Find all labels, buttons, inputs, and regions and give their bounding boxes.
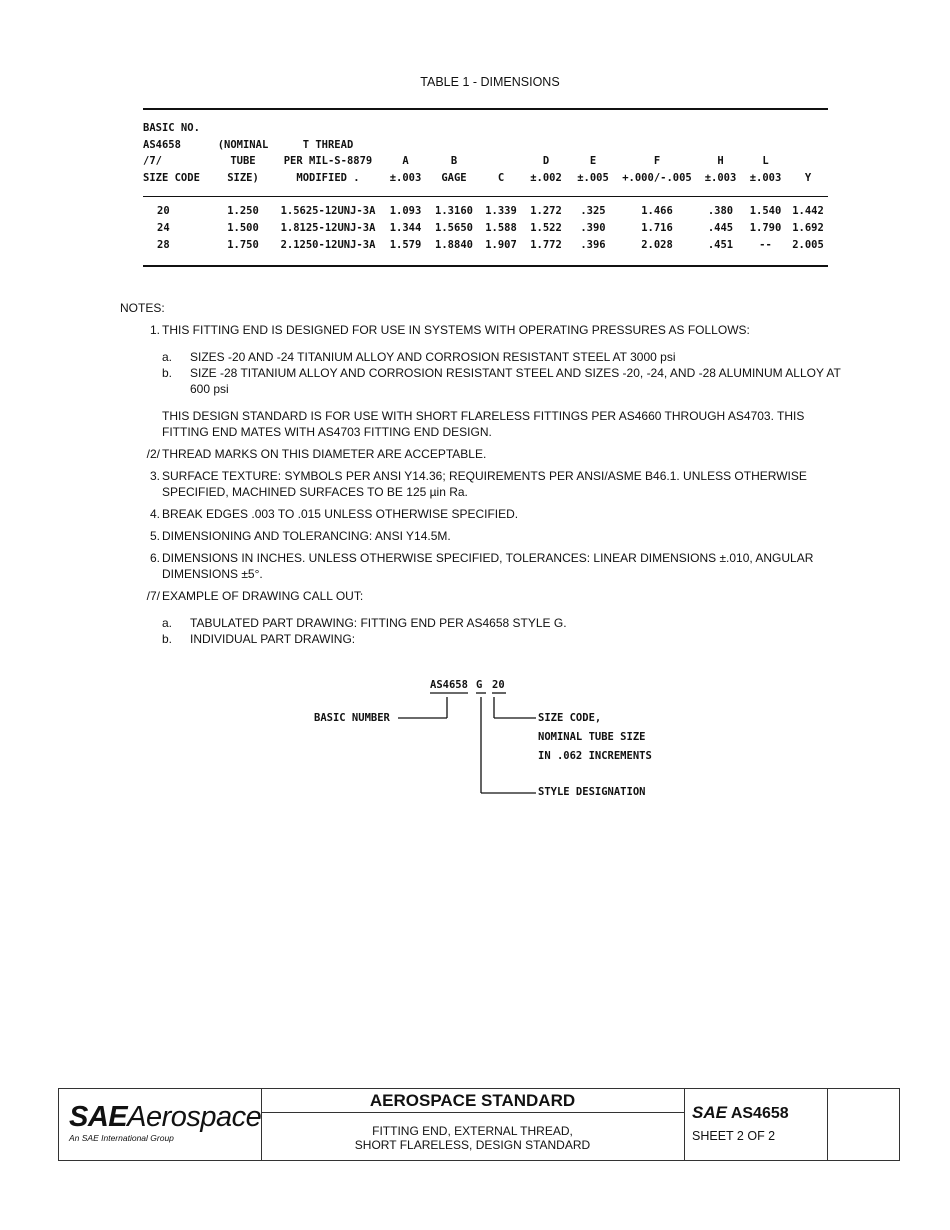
standard-heading: AEROSPACE STANDARD [261,1089,684,1113]
sub-label: b. [162,632,173,646]
header-line: A [402,155,409,167]
header-line: ±.005 [577,171,609,184]
table-header-cell [143,110,213,197]
table-cell: 2.005 [792,239,824,251]
table-cell: 1.339 [485,205,517,217]
table-header-cell [383,110,428,197]
doc-number-cell [684,1089,828,1160]
header-line: H [717,155,724,167]
table-header-cell [698,110,743,197]
table-row [143,237,828,265]
note-3 [120,468,845,500]
note-1b [162,365,845,397]
sub-text: TABULATED PART DRAWING: FITTING END PER AS4658 STYLE G. [190,616,567,630]
logo-cell [59,1089,262,1160]
header-line: TUBE [230,155,256,167]
note-text: THREAD MARKS ON THIS DIAMETER ARE ACCEPTABLE. [162,447,487,461]
sub-label: a. [162,616,173,630]
title-cell [261,1089,685,1160]
table-cell: 1.588 [485,222,517,234]
table-cell: 1.8840 [435,239,473,251]
table-cell: -- [759,239,772,251]
header-line: BASIC NO. [143,122,200,134]
note-1a [162,349,845,365]
note-1-paragraph: THIS DESIGN STANDARD IS FOR USE WITH SHORT FLARELESS FITTINGS PER AS4660 THROUGH AS4703. THIS FITTING END MATES WITH AS4703 FITTING END DESIGN. [162,409,805,439]
note-2 [120,446,845,462]
table-header-cell [616,110,698,197]
note-text: THIS FITTING END IS DESIGNED FOR USE IN SYSTEMS WITH OPERATING PRESSURES AS FOLLOWS: [162,323,750,337]
note-text: DIMENSIONS IN INCHES. UNLESS OTHERWISE SPECIFIED, TOLERANCES: LINEAR DIMENSIONS ±.010, ANGULAR DIMENSIONS ±5°. [162,551,814,581]
note-4 [120,506,845,522]
table-cell: 1.692 [792,222,824,234]
table-cell: 1.500 [227,222,259,234]
table-cell: .380 [707,205,734,217]
note-number: /2/ [146,447,160,461]
dimensions-table [143,108,828,267]
table-header-cell [743,110,788,197]
note-6 [120,550,845,582]
table-cell: 1.093 [389,205,422,217]
note-1 [120,322,845,338]
header-line: SIZE CODE [143,171,200,184]
note-text: BREAK EDGES .003 TO .015 UNLESS OTHERWISE SPECIFIED. [162,507,519,521]
note-number: 3. [149,469,160,483]
header-line: F [653,155,661,167]
header-line: C [497,171,505,184]
header-line: (NOMINAL [217,138,269,151]
doc-number: SAE AS4658 [692,1103,789,1122]
table-header-cell [428,110,480,197]
table-cell: 1.344 [389,222,422,234]
notes-section [120,300,845,647]
callout-style-code: G [476,679,483,691]
sheet-number: SHEET 2 OF 2 [692,1129,776,1143]
table-cell: 2.1250-12UNJ-3A [280,239,376,251]
table-cell: 1.907 [485,239,517,251]
sae-aerospace-logo: SAEAerospace [69,1101,262,1133]
header-line: +.000/-.005 [622,171,692,184]
blank-cell [827,1089,898,1160]
sae-logo-small: SAE [692,1103,727,1122]
sub-label: a. [162,350,173,364]
note-number: 1. [149,323,160,337]
callout-size-line1: SIZE CODE, [538,712,602,724]
table-cell: 1.579 [389,239,422,251]
table-cell: 20 [157,205,170,217]
table-cell: 1.772 [530,239,562,251]
table-cell: .445 [707,222,734,234]
note-7a [162,615,845,631]
table-cell: .396 [580,239,606,251]
header-line: ±.002 [530,171,562,184]
standard-subtitle: FITTING END, EXTERNAL THREAD, SHORT FLARELESS, DESIGN STANDARD [354,1124,591,1152]
callout-size-code: 20 [492,679,505,691]
logo-tagline: An SAE International Group [69,1133,174,1143]
table-header-row [143,110,828,197]
table-body [143,197,828,266]
note-number: 4. [149,507,160,521]
sub-text: SIZE -28 TITANIUM ALLOY AND CORROSION RESISTANT STEEL AND SIZES -20, -24, AND -28 ALUMINUM ALLOY AT 600 psi [190,366,841,396]
header-line: ±.003 [704,171,737,184]
sub-text: SIZES -20 AND -24 TITANIUM ALLOY AND CORROSION RESISTANT STEEL AT 3000 psi [190,350,676,364]
table-header-cell [273,110,383,197]
note-7 [120,588,845,604]
table-cell: 1.250 [227,205,259,217]
header-line: ±.003 [749,171,782,184]
callout-diagram [310,675,690,810]
note-text: SURFACE TEXTURE: SYMBOLS PER ANSI Y14.36; REQUIREMENTS PER ANSI/ASME B46.1. UNLESS OTHERWISE SPECIFIED, MACHINED SURFACES TO BE 125 µin Ra. [162,469,807,499]
table-cell: 1.5625-12UNJ-3A [280,205,376,217]
table-header-cell [570,110,616,197]
table-cell: 1.522 [530,222,562,234]
header-line: SIZE) [227,171,259,184]
header-line: /7/ [143,155,162,167]
table-cell: 1.750 [227,239,259,251]
title-block [58,1088,900,1161]
note-text: EXAMPLE OF DRAWING CALL OUT: [162,589,364,603]
note-text: DIMENSIONING AND TOLERANCING: ANSI Y14.5M. [162,529,451,543]
table-cell: .451 [707,239,734,251]
table-cell: .325 [580,205,606,217]
table-cell: 1.8125-12UNJ-3A [280,222,376,234]
callout-style-label: STYLE DESIGNATION [538,786,646,798]
header-line: B [450,155,458,167]
header-line: T THREAD [302,138,354,151]
table-header-cell [213,110,273,197]
table-cell: 24 [157,222,170,234]
table-cell: 1.442 [792,205,824,217]
table-row [143,220,828,237]
table-cell: .390 [580,222,606,234]
header-line: AS4658 [143,138,181,151]
table-header-cell [522,110,570,197]
header-line: ±.003 [389,171,422,184]
table-cell: 1.540 [749,205,782,217]
note-5 [120,528,845,544]
callout-size-line3: IN .062 INCREMENTS [538,750,652,762]
callout-basic-label: BASIC NUMBER [314,712,390,724]
note-number: /7/ [146,589,160,603]
header-line: PER MIL-S-8879 [283,155,373,167]
table-cell: 28 [157,239,170,251]
table-cell: 2.028 [641,239,673,251]
table-cell: 1.272 [530,205,562,217]
header-line: Y [804,171,812,184]
table-header-cell [480,110,522,197]
table-row [143,197,828,221]
table-header-cell [788,110,828,197]
header-line: E [589,155,597,167]
table-cell: 1.5650 [435,222,473,234]
table-title: TABLE 1 - DIMENSIONS [420,75,560,89]
header-line: GAGE [441,171,467,184]
table-cell: 1.790 [749,222,782,234]
callout-part-number: AS4658 [430,679,468,691]
header-line: D [542,155,550,167]
header-line: L [762,155,769,167]
note-number: 5. [149,529,160,543]
note-7b [162,631,845,647]
header-line: MODIFIED . [296,171,360,184]
note-number: 6. [149,551,160,565]
callout-size-line2: NOMINAL TUBE SIZE [538,731,646,743]
notes-heading: NOTES: [120,301,165,315]
table-cell: 1.716 [641,222,673,234]
sub-text: INDIVIDUAL PART DRAWING: [190,632,356,646]
table-cell: 1.3160 [435,205,473,217]
table-cell: 1.466 [641,205,673,217]
sub-label: b. [162,366,173,380]
